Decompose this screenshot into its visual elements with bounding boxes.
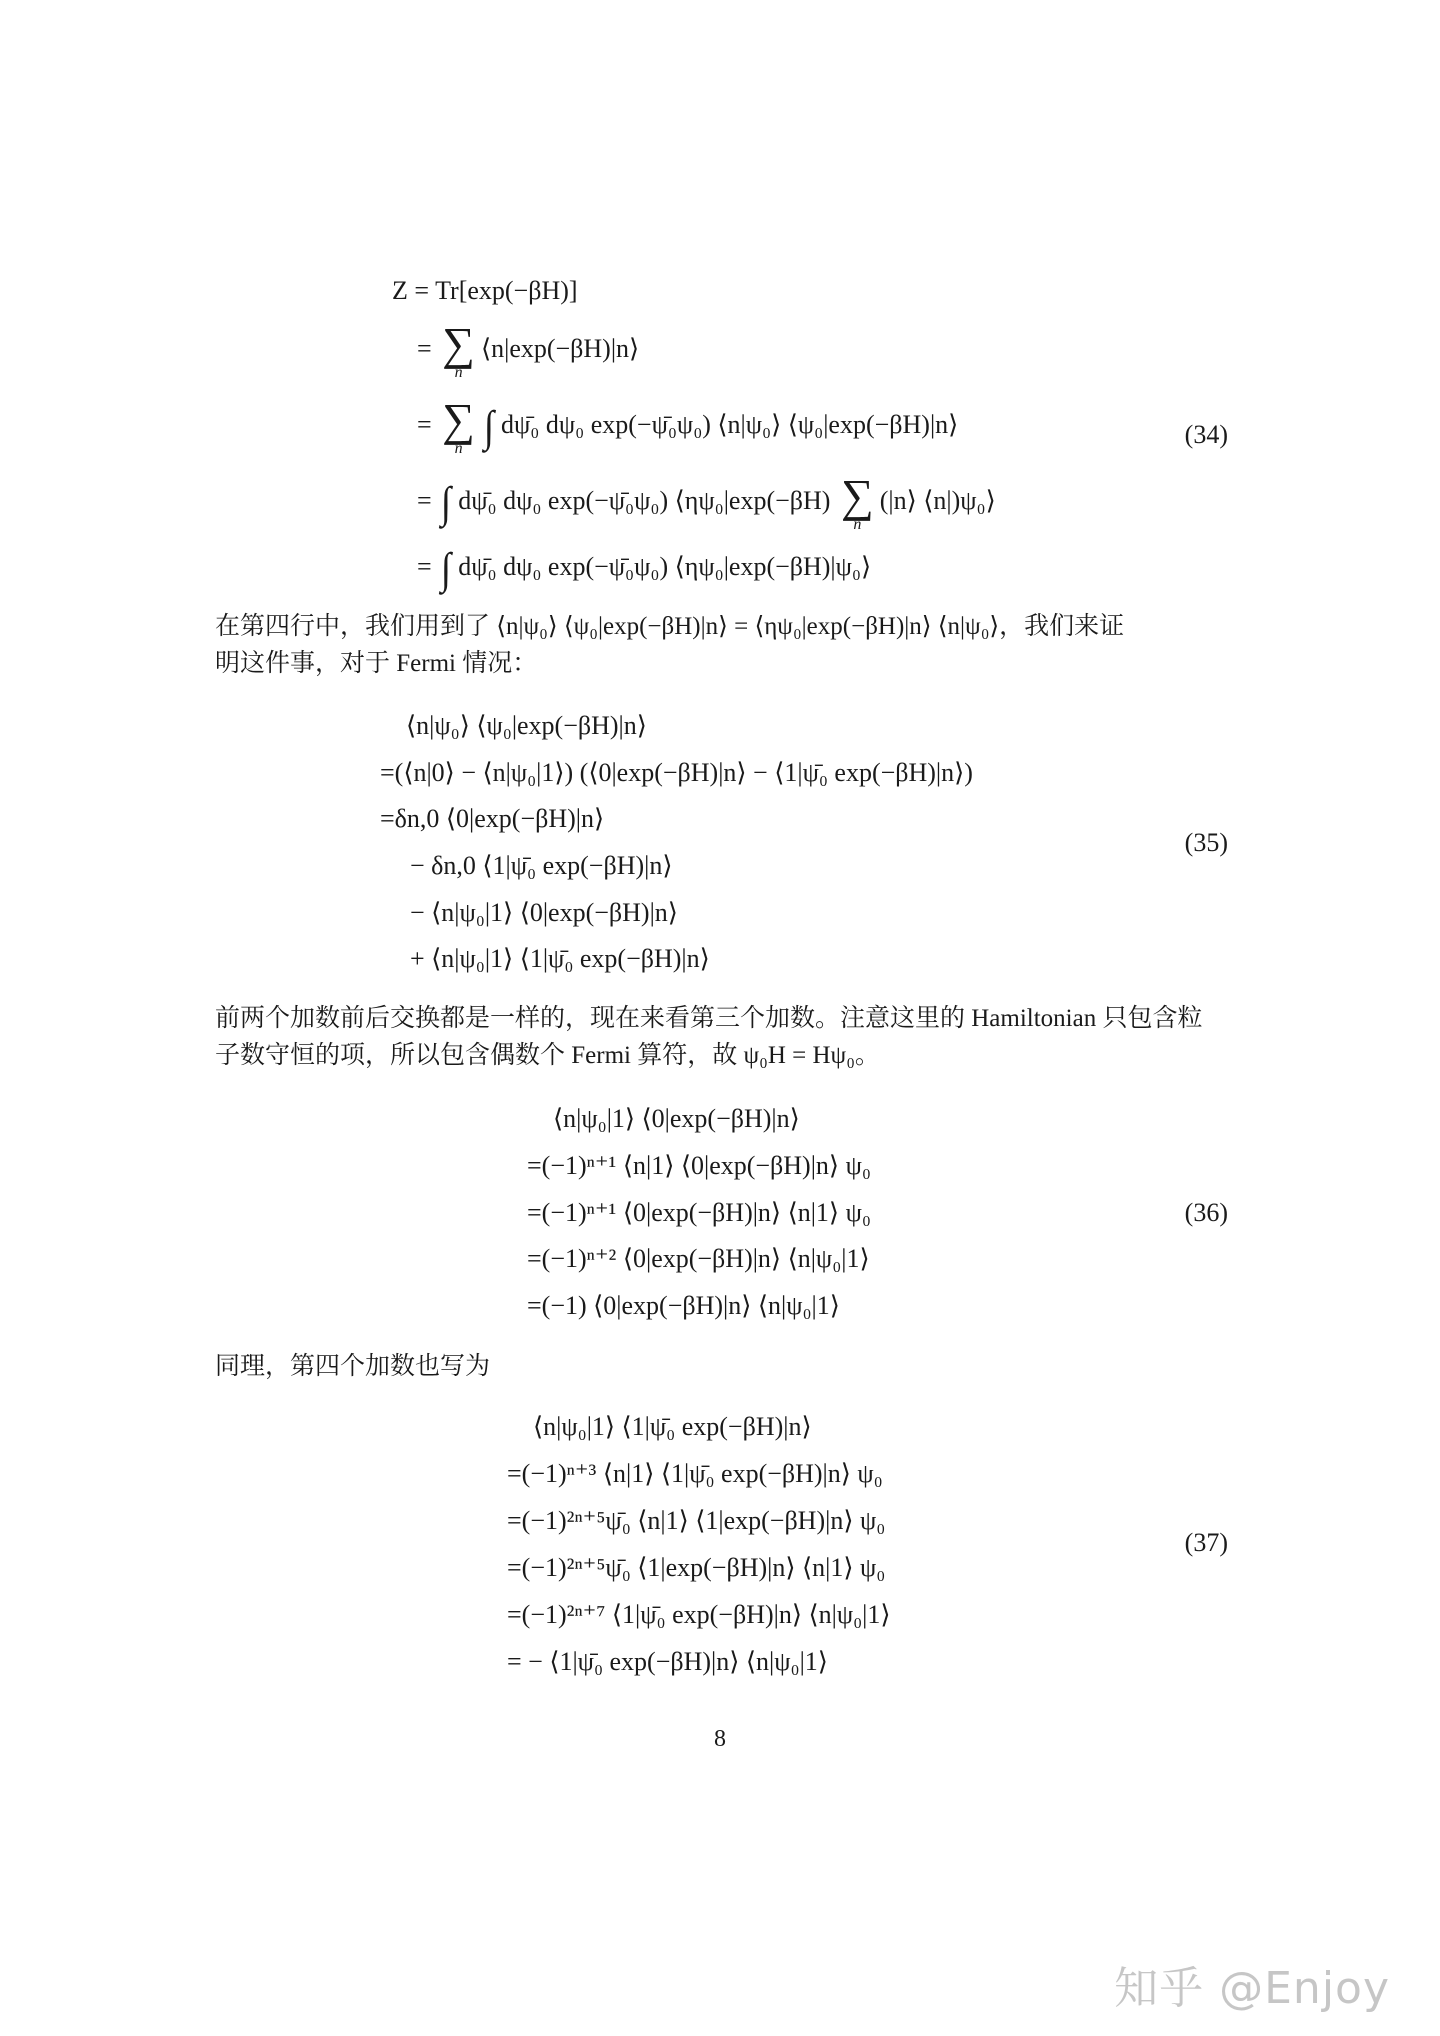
equation-number-34: (34) [1184,420,1228,449]
eq35-line-3: =δn,0 ⟨0|exp(−βH)|n⟩ [380,804,605,833]
eq36-line-2: =(−1)ⁿ⁺¹ ⟨n|1⟩ ⟨0|exp(−βH)|n⟩ ψ₀ [527,1151,871,1180]
eq35-line-1: ⟨n|ψ₀⟩ ⟨ψ₀|exp(−βH)|n⟩ [406,711,647,740]
paragraph-3-line-1: 同理，第四个加数也写为 [215,1353,491,1380]
summation-symbol: ∑ n [442,394,475,457]
paragraph-2-line-2: 子数守恒的项，所以包含偶数个 Fermi 算符，故 ψ₀H = Hψ₀。 [215,1042,880,1069]
integral-symbol: ∫ [483,402,495,451]
summation-symbol: ∑ n [442,318,475,381]
page-number: 8 [714,1726,726,1752]
paragraph-1-line-2: 明这件事，对于 Fermi 情况： [215,650,538,677]
eq34-line-5: = ∫ dψ̄₀ dψ₀ exp(−ψ̄₀ψ₀) ⟨ηψ₀|exp(−βH)|ψ₀⟩ [417,544,872,594]
eq37-line-5: =(−1)²ⁿ⁺⁷ ⟨1|ψ̄₀ exp(−βH)|n⟩ ⟨n|ψ₀|1⟩ [507,1600,891,1629]
watermark: 知乎 @Enjoy [1114,1963,1390,2014]
paragraph-3 [215,1348,1225,1385]
summation-symbol: ∑ n [840,470,874,533]
eq35-line-2: =(⟨n|0⟩ − ⟨n|ψ₀|1⟩) (⟨0|exp(−βH)|n⟩ − ⟨1|ψ̄₀ exp(−βH)|n⟩) [380,758,973,787]
equation-number-37: (37) [1184,1528,1228,1557]
eq36-line-1: ⟨n|ψ₀|1⟩ ⟨0|exp(−βH)|n⟩ [553,1104,800,1133]
eq35-line-6: + ⟨n|ψ₀|1⟩ ⟨1|ψ̄₀ exp(−βH)|n⟩ [410,944,710,973]
eq34-line-1: Z = Tr[exp(−βH)] [392,276,578,305]
eq37-line-3: =(−1)²ⁿ⁺⁵ψ̄₀ ⟨n|1⟩ ⟨1|exp(−βH)|n⟩ ψ₀ [507,1506,886,1535]
eq36-line-4: =(−1)ⁿ⁺² ⟨0|exp(−βH)|n⟩ ⟨n|ψ₀|1⟩ [527,1244,870,1273]
eq35-line-4: − δn,0 ⟨1|ψ̄₀ exp(−βH)|n⟩ [410,851,673,880]
eq36-line-5: =(−1) ⟨0|exp(−βH)|n⟩ ⟨n|ψ₀|1⟩ [527,1291,840,1320]
eq34-line-3: = ∑ n ∫ dψ̄₀ dψ₀ exp(−ψ̄₀ψ₀) ⟨n|ψ₀⟩ ⟨ψ₀|exp(−βH)|n⟩ [417,394,959,457]
eq34-line-4: = ∫ dψ̄₀ dψ₀ exp(−ψ̄₀ψ₀) ⟨ηψ₀|exp(−βH) ∑ n (|n⟩ ⟨n|)ψ₀⟩ [417,470,996,533]
integral-symbol: ∫ [441,478,452,527]
paragraph-2 [215,1000,1225,1074]
paragraph-2-line-1: 前两个加数前后交换都是一样的，现在来看第三个加数。注意这里的 Hamiltonian 只包含粒 [215,1005,1203,1032]
eq35-line-5: − ⟨n|ψ₀|1⟩ ⟨0|exp(−βH)|n⟩ [410,898,678,927]
eq37-line-4: =(−1)²ⁿ⁺⁵ψ̄₀ ⟨1|exp(−βH)|n⟩ ⟨n|1⟩ ψ₀ [507,1553,886,1582]
paragraph-1-line-1: 在第四行中，我们用到了 ⟨n|ψ₀⟩ ⟨ψ₀|exp(−βH)|n⟩ = ⟨ηψ₀|exp(−βH)|n⟩ ⟨n|ψ₀⟩，我们来证 [215,613,1125,640]
eq37-line-1: ⟨n|ψ₀|1⟩ ⟨1|ψ̄₀ exp(−βH)|n⟩ [533,1412,812,1441]
equation-number-36: (36) [1184,1198,1228,1227]
eq36-line-3: =(−1)ⁿ⁺¹ ⟨0|exp(−βH)|n⟩ ⟨n|1⟩ ψ₀ [527,1198,871,1227]
paragraph-1 [215,608,1225,682]
equation-number-35: (35) [1184,828,1228,857]
eq37-line-6: = − ⟨1|ψ̄₀ exp(−βH)|n⟩ ⟨n|ψ₀|1⟩ [507,1647,828,1676]
eq34-line-2: = ∑ n ⟨n|exp(−βH)|n⟩ [417,318,640,381]
integral-symbol: ∫ [441,544,452,594]
eq37-line-2: =(−1)ⁿ⁺³ ⟨n|1⟩ ⟨1|ψ̄₀ exp(−βH)|n⟩ ψ₀ [507,1459,883,1488]
